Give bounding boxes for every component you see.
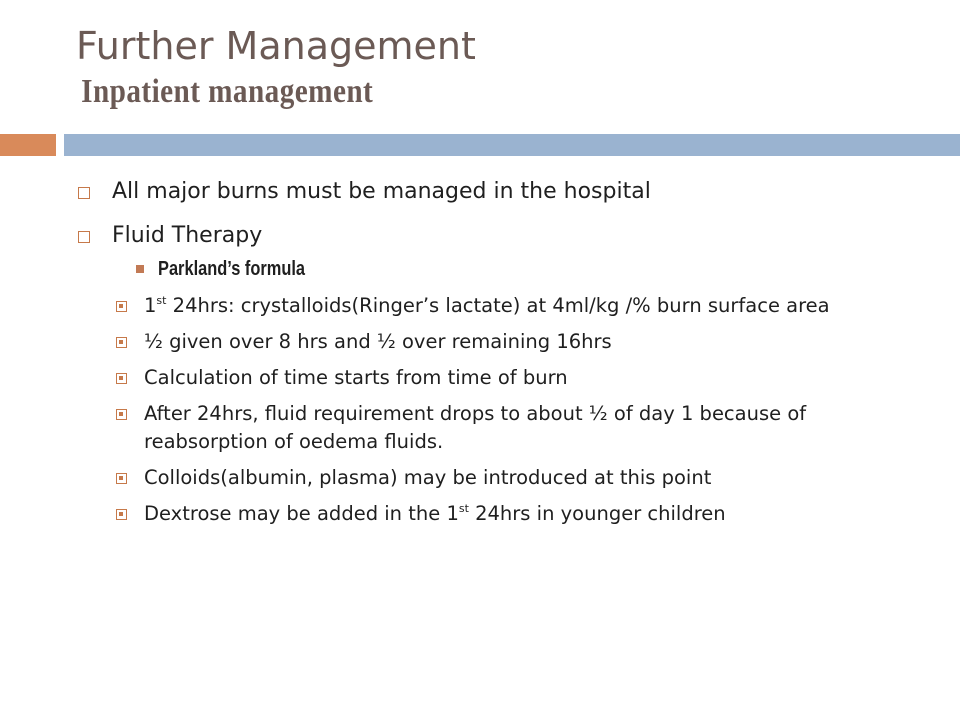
sub-heading-item [136,256,918,282]
point-item [116,292,918,320]
point-text: Calculation of time starts from time of burn [144,366,568,389]
point-item [116,328,918,356]
slide-title-block [76,22,936,114]
point-item [116,400,918,456]
point-text: Dextrose may be added in the 1st 24hrs in younger children [144,502,726,525]
point-text: ½ given over 8 hrs and ½ over remaining 16hrs [144,330,612,353]
bullet-text: Fluid Therapy [112,223,263,248]
bullet-text: All major burns must be managed in the hospital [112,179,651,204]
boxed-square-bullet-icon [116,409,127,420]
hollow-square-bullet-icon [78,187,90,199]
point-item [116,464,918,492]
boxed-square-bullet-icon [116,473,127,484]
slide-title: Further Management [76,24,476,68]
point-text: 1st 24hrs: crystalloids(Ringer’s lactate) at 4ml/kg /% burn surface area [144,294,830,317]
point-item [116,364,918,392]
sub-heading-text: Parkland’s formula [158,258,306,280]
title-divider-bar [64,134,960,156]
accent-bar [0,134,56,156]
bullet-item [78,220,918,252]
boxed-square-bullet-icon [116,373,127,384]
point-text: After 24hrs, fluid requirement drops to about ½ of day 1 because of reabsorption of oedema fluids. [144,402,807,453]
bullet-item [78,176,918,208]
point-item [116,500,918,528]
slide-body [78,176,918,536]
slide-subtitle: Inpatient management [81,73,374,110]
hollow-square-bullet-icon [78,231,90,243]
boxed-square-bullet-icon [116,509,127,520]
filled-square-bullet-icon [136,265,144,273]
boxed-square-bullet-icon [116,301,127,312]
point-text: Colloids(albumin, plasma) may be introduced at this point [144,466,712,489]
boxed-square-bullet-icon [116,337,127,348]
